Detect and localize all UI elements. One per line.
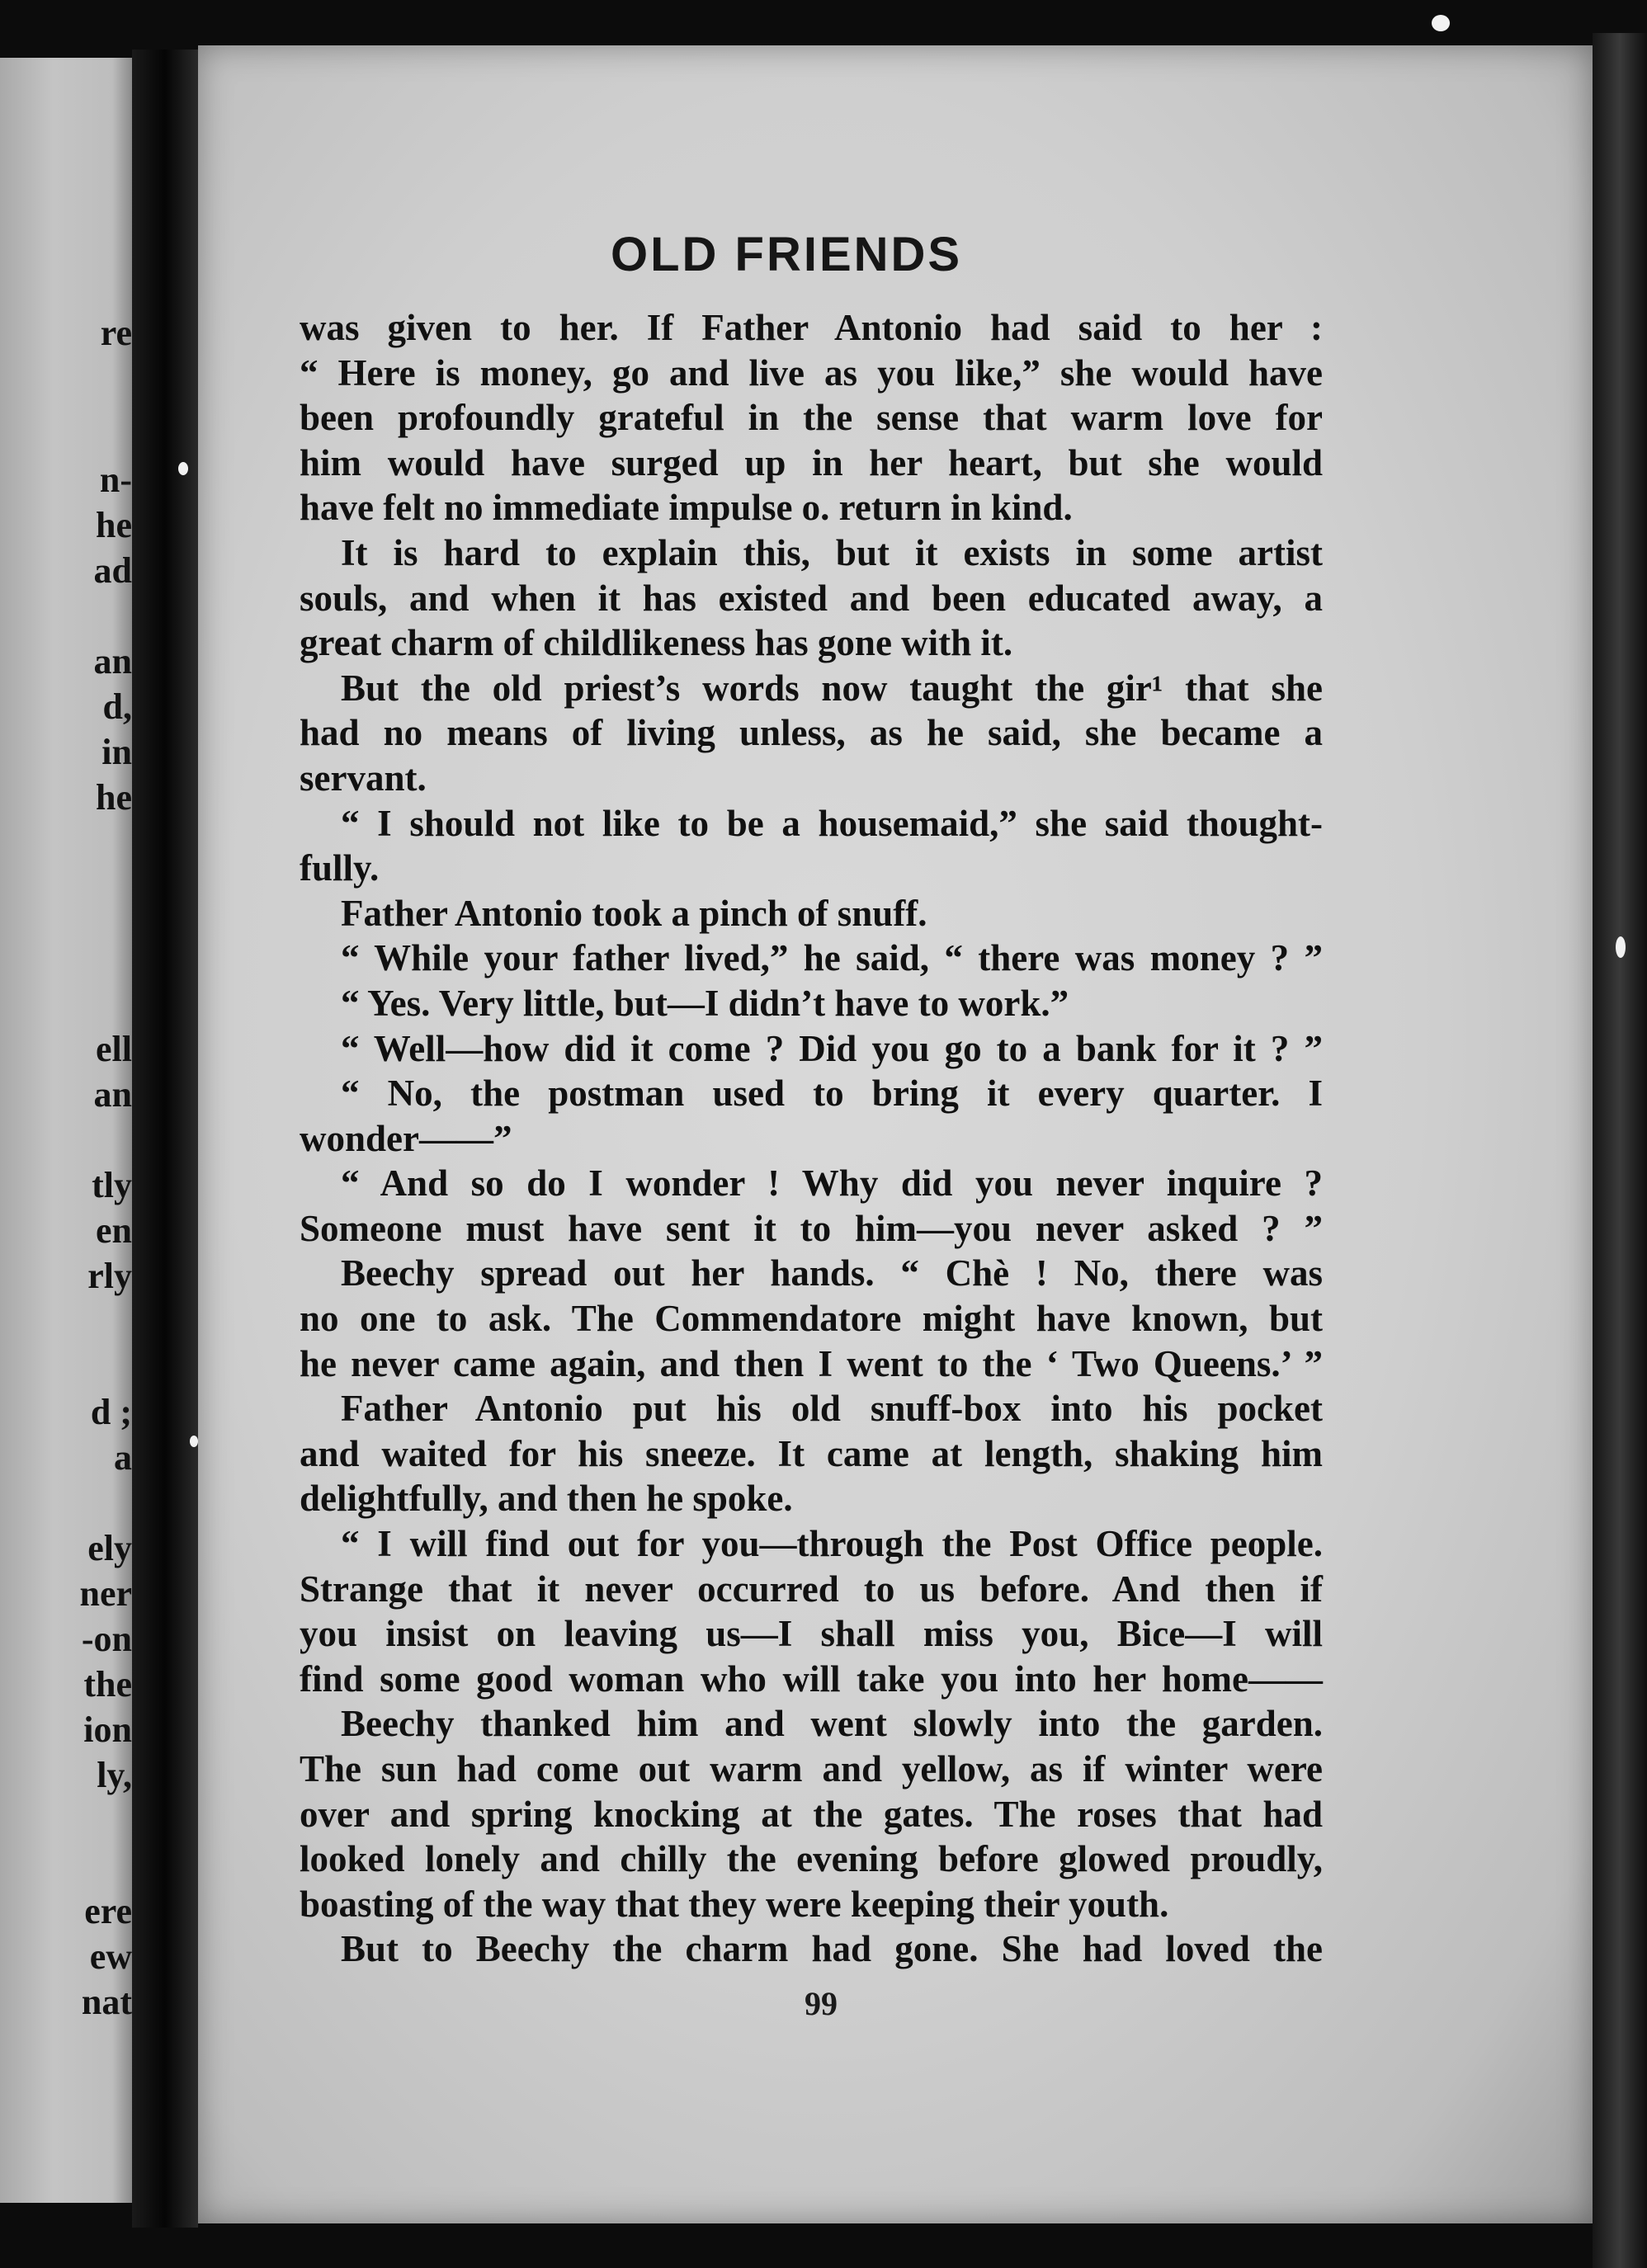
text-line: “ Here is money, go and live as you like,” she would have bbox=[300, 351, 1323, 394]
text-line: “ Well—how did it come ? Did you go to a bank for it ? ” bbox=[341, 1027, 1323, 1069]
text-line: been profoundly grateful in the sense that warm love for bbox=[300, 397, 1323, 439]
facing-page-fragment: ion bbox=[83, 1709, 132, 1750]
text-line: Father Antonio took a pinch of snuff. bbox=[341, 892, 927, 934]
facing-page-fragment: the bbox=[83, 1664, 132, 1705]
text-line: delightfully, and then he spoke. bbox=[300, 1478, 793, 1520]
text-line: Strange that it never occurred to us before. And then if bbox=[300, 1568, 1323, 1610]
book-gutter bbox=[132, 50, 198, 2228]
facing-page-fragment: a bbox=[114, 1437, 132, 1478]
text-line: Someone must have sent it to him—you never asked ? ” bbox=[300, 1207, 1323, 1249]
text-line: was given to her. If Father Antonio had said to her : bbox=[300, 307, 1323, 348]
facing-page-fragment: re bbox=[100, 313, 132, 353]
text-line: looked lonely and chilly the evening before glowed proudly, bbox=[300, 1838, 1323, 1880]
facing-page-fragment: ad bbox=[93, 550, 132, 591]
page-edge-shadow bbox=[1593, 33, 1647, 2268]
text-line: “ I will find out for you—through the Post Office people. bbox=[341, 1523, 1323, 1565]
facing-page-fragment: ely bbox=[87, 1528, 132, 1568]
text-line: great charm of childlikeness has gone with it. bbox=[300, 622, 1013, 664]
facing-page-left bbox=[0, 58, 132, 2203]
text-line: But to Beechy the charm had gone. She had loved the bbox=[341, 1928, 1323, 1970]
facing-page-fragment: -on bbox=[81, 1619, 132, 1659]
text-line: had no means of living unless, as he said, she became a bbox=[300, 712, 1323, 754]
facing-page-fragment: en bbox=[96, 1210, 132, 1251]
text-line: “ Yes. Very little, but—I didn’t have to work.” bbox=[341, 982, 1069, 1024]
facing-page-fragment: he bbox=[96, 777, 132, 818]
text-line: “ I should not like to be a housemaid,” she said thought- bbox=[341, 802, 1323, 844]
text-line: Beechy spread out her hands. “ Chè ! No, there was bbox=[341, 1252, 1323, 1294]
text-line: servant. bbox=[300, 757, 427, 799]
text-line: him would have surged up in her heart, but she would bbox=[300, 441, 1323, 483]
facing-page-fragment: in bbox=[101, 732, 132, 772]
scan-speck bbox=[1432, 15, 1450, 31]
text-line: find some good woman who will take you into her home—— bbox=[300, 1657, 1323, 1700]
facing-page-fragment: ew bbox=[89, 1936, 132, 1977]
text-line: over and spring knocking at the gates. The roses that had bbox=[300, 1793, 1323, 1835]
text-line: no one to ask. The Commendatore might have known, but bbox=[300, 1298, 1323, 1340]
facing-page-fragment: an bbox=[93, 1074, 132, 1115]
text-line: you insist on leaving us—I shall miss you, Bice—I will bbox=[300, 1613, 1323, 1655]
facing-page-fragment: ere bbox=[84, 1891, 132, 1931]
facing-page-fragment: tly bbox=[92, 1165, 132, 1205]
text-line: It is hard to explain this, but it exists in some artist bbox=[341, 531, 1323, 573]
facing-page-fragment: nat bbox=[81, 1982, 132, 2022]
facing-page-fragment: ell bbox=[96, 1029, 132, 1069]
text-line: Father Antonio put his old snuff-box into his pocket bbox=[341, 1388, 1323, 1430]
text-line: and waited for his sneeze. It came at length, shaking him bbox=[300, 1432, 1323, 1474]
facing-page-fragment: he bbox=[96, 505, 132, 545]
text-line: But the old priest’s words now taught the gir¹ that she bbox=[341, 667, 1323, 709]
scan-speck bbox=[1616, 936, 1626, 958]
text-line: “ No, the postman used to bring it every quarter. I bbox=[341, 1073, 1323, 1115]
facing-page-fragment: ner bbox=[79, 1573, 132, 1614]
facing-page-fragment: an bbox=[93, 641, 132, 681]
page-body bbox=[300, 305, 1323, 1972]
text-line: wonder——” bbox=[300, 1117, 512, 1159]
scan-speck bbox=[190, 1436, 198, 1447]
text-line: The sun had come out warm and yellow, as if winter were bbox=[300, 1748, 1323, 1789]
text-line: “ While your father lived,” he said, “ there was money ? ” bbox=[341, 937, 1323, 979]
text-line: “ And so do I wonder ! Why did you never inquire ? bbox=[341, 1162, 1323, 1205]
text-line: he never came again, and then I went to the ‘ Two Queens.’ ” bbox=[300, 1342, 1323, 1384]
facing-page-fragment: d, bbox=[102, 686, 132, 727]
text-line: fully. bbox=[300, 847, 380, 889]
facing-page-fragment: rly bbox=[87, 1256, 132, 1296]
text-line: souls, and when it has existed and been educated away, a bbox=[300, 577, 1323, 619]
facing-page-fragment: n- bbox=[99, 460, 132, 500]
text-line: have felt no immediate impulse o. return in kind. bbox=[300, 487, 1073, 529]
facing-page-fragment: ly, bbox=[97, 1755, 132, 1795]
text-line: Beechy thanked him and went slowly into the garden. bbox=[341, 1703, 1323, 1745]
page-number: 99 bbox=[805, 1985, 838, 2022]
scan-speck bbox=[178, 462, 188, 475]
running-header-title: OLD FRIENDS bbox=[611, 228, 963, 281]
text-line: boasting of the way that they were keeping their youth. bbox=[300, 1883, 1169, 1925]
facing-page-fragment: d ; bbox=[90, 1392, 132, 1432]
